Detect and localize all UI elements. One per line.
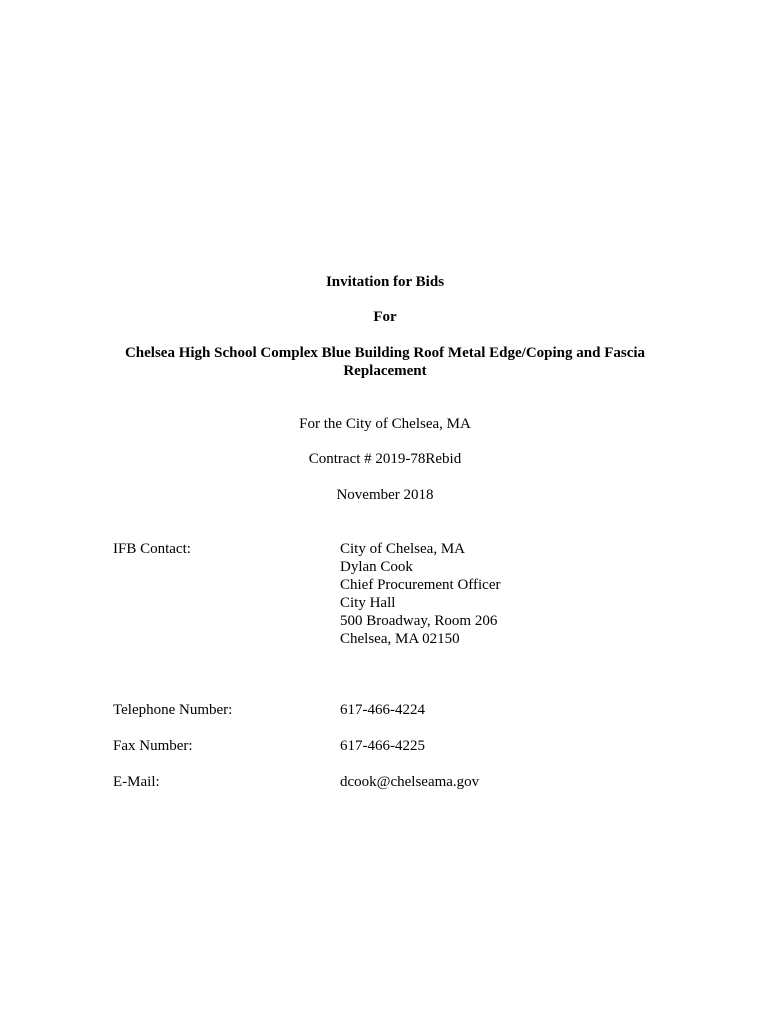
for-label: For — [373, 309, 397, 325]
contract-number: Contract # 2019-78Rebid — [308, 451, 462, 467]
project-title-line-2: Replacement — [343, 363, 427, 379]
address-line: Chelsea, MA 02150 — [340, 631, 460, 647]
ifb-contact-label: IFB Contact: — [113, 541, 191, 557]
client-line: For the City of Chelsea, MA — [299, 416, 471, 432]
email-label: E-Mail: — [113, 774, 160, 790]
address-line: Chief Procurement Officer — [340, 577, 501, 593]
email-value: dcook@chelseama.gov — [340, 774, 480, 790]
fax-label: Fax Number: — [113, 738, 193, 754]
ifb-contact-address — [340, 540, 501, 648]
project-title — [110, 344, 660, 380]
document-date: November 2018 — [336, 487, 434, 503]
address-line: City Hall — [340, 595, 396, 611]
telephone-label: Telephone Number: — [113, 702, 233, 718]
telephone-value: 617-466-4224 — [340, 702, 425, 718]
address-line: Dylan Cook — [340, 559, 413, 575]
address-line: 500 Broadway, Room 206 — [340, 613, 498, 629]
address-line: City of Chelsea, MA — [340, 541, 465, 557]
document-heading: Invitation for Bids — [325, 274, 445, 290]
fax-value: 617-466-4225 — [340, 738, 425, 754]
project-title-line-1: Chelsea High School Complex Blue Building Roof Metal Edge/Coping and Fascia — [124, 345, 646, 361]
